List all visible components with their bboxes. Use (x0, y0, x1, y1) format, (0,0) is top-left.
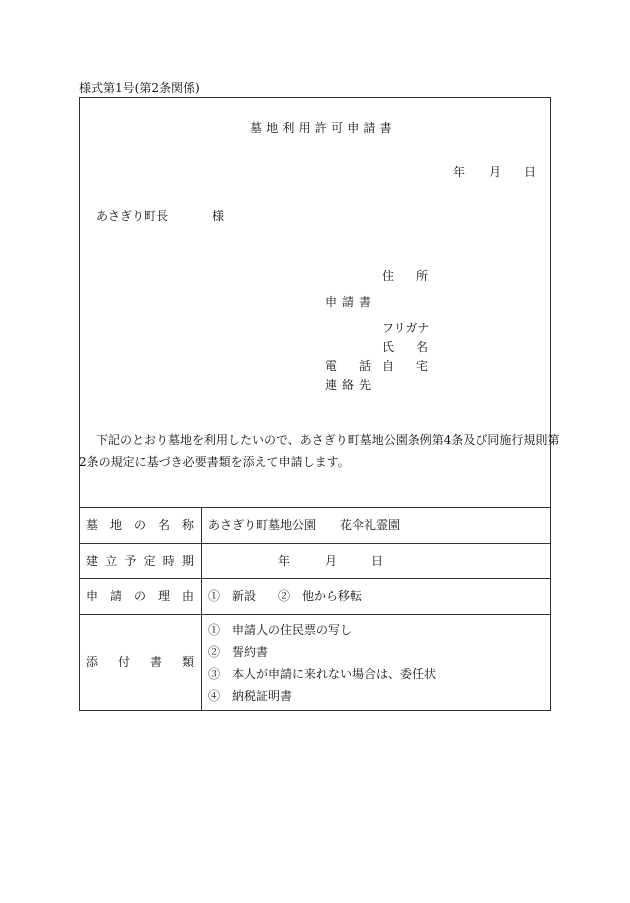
date-year: 年 (453, 165, 466, 179)
addressee-name: あさぎり町長 (96, 209, 169, 223)
reason-option-transfer: ② 他から移転 (278, 589, 363, 603)
applicant-address-label: 住 所 (382, 269, 428, 283)
row-grave-name-value: あさぎり町墓地公園 花伞礼霊園 (208, 518, 401, 532)
body-text-line2: 2条の規定に基づき必要書類を添えて申請します。 (79, 455, 350, 469)
attachment-item: ① 申請人の住民票の写し (208, 623, 353, 637)
row-reason-label: 申 請 の 理 由 (86, 589, 194, 603)
form-frame (79, 97, 551, 711)
reason-option-new: ① 新設 (208, 589, 257, 603)
row-construction-year: 年 (278, 554, 291, 568)
row-construction-month: 月 (325, 554, 338, 568)
row-construction-day: 日 (371, 554, 384, 568)
attachment-item: ③ 本人が申請に来れない場合は、委任状 (208, 667, 437, 681)
table-top-border (79, 507, 551, 508)
applicant-furigana-label: フリガナ (382, 321, 430, 335)
date-day: 日 (524, 165, 537, 179)
row-attachments-label: 添 付 書 類 (86, 655, 194, 669)
attachment-item: ④ 納税証明書 (208, 689, 293, 703)
applicant-home-label: 自 宅 (382, 359, 428, 373)
applicant-phone-label: 電 話 (325, 359, 371, 373)
table-row-divider (79, 578, 551, 579)
attachment-item: ② 誓約書 (208, 645, 269, 659)
addressee-honorific: 様 (212, 209, 225, 223)
table-row-divider (79, 614, 551, 615)
date-month: 月 (489, 165, 502, 179)
form-title: 墓地利用許可申請書 (250, 121, 396, 135)
row-construction-period-label: 建 立 予 定 時 期 (86, 554, 194, 568)
applicant-name-label: 氏 名 (382, 340, 428, 354)
table-column-divider (201, 507, 202, 711)
table-row-divider (79, 543, 551, 544)
form-number-label: 様式第1号(第2条関係) (79, 81, 200, 95)
applicant-contact-label: 連 絡 先 (325, 378, 371, 392)
applicant-section-label: 申 請 書 (325, 295, 371, 309)
body-text-line1: 下記のとおり墓地を利用したいので、あさぎり町墓地公園条例第4条及び同施行規則第 (96, 433, 560, 447)
row-grave-name-label: 墓 地 の 名 称 (86, 518, 194, 532)
